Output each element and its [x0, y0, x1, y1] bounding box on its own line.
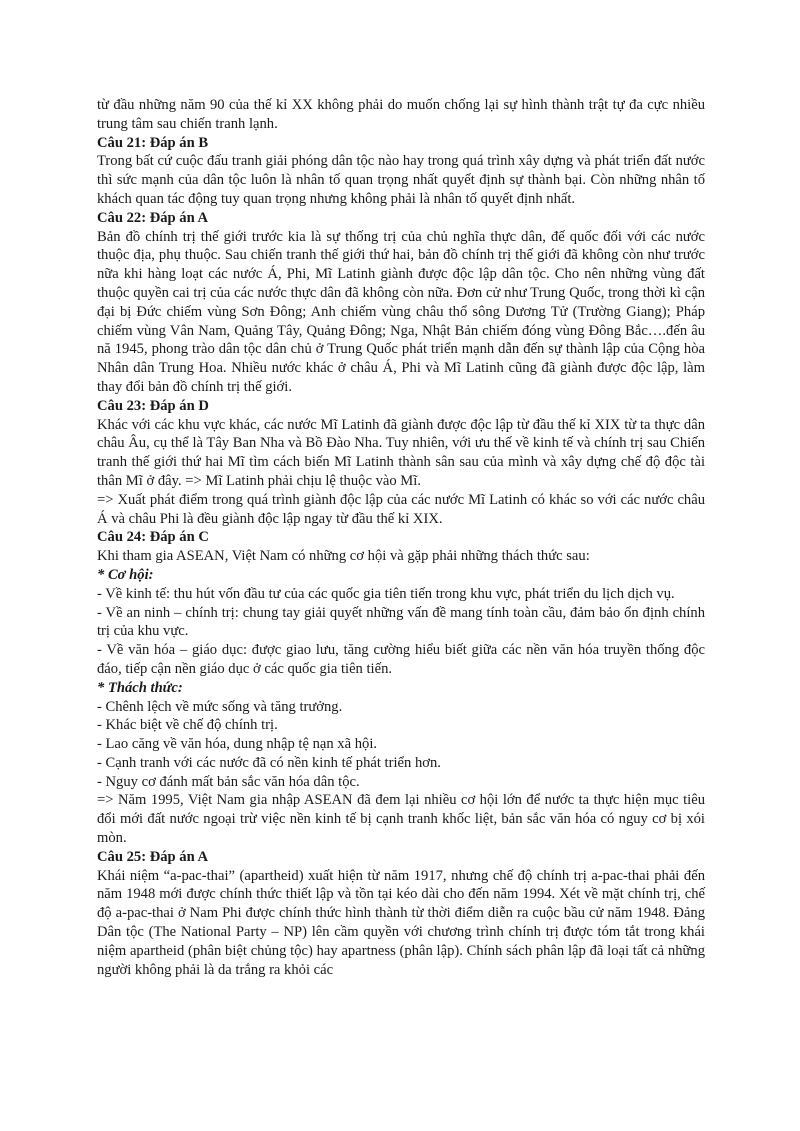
list-item: - Về an ninh – chính trị: chung tay giải quyết những vấn đề mang tính toàn cầu, đảm bảo ổn định chính trị của khu vực. — [97, 604, 705, 640]
paragraph: => Xuất phát điểm trong quá trình giành độc lập của các nước Mĩ Latinh có khác so với các nước châu Á và châu Phi là đều giành độc lập ngay từ đầu thế kỉ XIX. — [97, 491, 705, 527]
list-item: - Nguy cơ đánh mất bản sắc văn hóa dân tộc. — [97, 773, 360, 790]
list-item: - Về văn hóa – giáo dục: được giao lưu, tăng cường hiểu biết giữa các nền văn hóa truyền thống độc đáo, tiếp cận nền giáo dục ở các quốc gia tiên tiến. — [97, 642, 705, 677]
document-page — [97, 96, 705, 979]
question-heading: Câu 25: Đáp án A — [97, 848, 209, 865]
paragraph: Bản đồ chính trị thế giới trước kia là sự thống trị của chủ nghĩa thực dân, đế quốc đối với các nước thuộc địa, phụ thuộc. Sau chiến tranh thế giới thứ hai, bản đồ chính trị thế giới đã không còn như trước nữa khi hàng loạt các nước Á, Phi, Mĩ Latinh giành được độc lập dân tộc. Cho nên những vùng đất thuộc quyền cai trị của các nước thực dân đã không còn nữa. Đơn cử như Trung Quốc, trong thời kì cận đại bị Đức chiếm vùng Sơn Đông; Anh chiếm vùng châu thổ sông Dương Tử (Trường Giang); Pháp chiếm vùng Vân Nam, Quảng Tây, Quảng Đông; Nga, Nhật Bản chiếm đóng vùng Đông Bắc….đến âu nă 1945, phong trào dân tộc dân chủ ở Trung Quốc phát triển mạnh dẫn đến sự thành lập của Cộng hòa Nhân dân Trung Hoa. Nhiều nước khác ở châu Á, Phi và Mĩ Latinh cũng đã giành được độc lập, làm thay đổi bản đồ chính trị thế giới. — [97, 228, 705, 395]
question-heading: Câu 21: Đáp án B — [97, 134, 209, 151]
paragraph: từ đầu những năm 90 của thế kỉ XX không phải do muốn chống lại sự hình thành trật tự đa cực nhiều trung tâm sau chiến tranh lạnh. — [97, 97, 705, 132]
paragraph: Khác với các khu vực khác, các nước Mĩ Latinh đã giành được độc lập từ đầu thế kỉ XIX từ ta thực dân châu Âu, cụ thể là Tây Ban Nha và Bồ Đào Nha. Tuy nhiên, với ưu thế về kinh tế và chính trị sau Chiến tranh thế giới thứ hai Mĩ tìm cách biến Mĩ Latinh thành sân sau của mình và xây dựng chế độ độc tài thân Mĩ ở đây. => Mĩ Latinh phải chịu lệ thuộc vào Mĩ. — [97, 416, 705, 489]
paragraph: Trong bất cứ cuộc đấu tranh giải phóng dân tộc nào hay trong quá trình xây dựng và phát triển đất nước thì sức mạnh của dân tộc luôn là nhân tố quan trọng nhất quyết định sự thành bại. Còn những nhân tố khách quan tác động tuy quan trọng nhưng không phải là nhân tố quyết định nhất. — [97, 153, 705, 207]
list-item: - Cạnh tranh với các nước đã có nền kinh tế phát triển hơn. — [97, 754, 441, 771]
section-subheading: * Thách thức: — [97, 679, 183, 696]
paragraph: => Năm 1995, Việt Nam gia nhập ASEAN đã đem lại nhiều cơ hội lớn để nước ta thực hiện mục tiêu đổi mới đất nước ngoại trừ việc nền kinh tế bị cạnh tranh khốc liệt, bản sắc văn hóa có nguy cơ bị xói mòn. — [97, 792, 705, 847]
question-heading: Câu 24: Đáp án C — [97, 529, 209, 546]
list-item: - Khác biệt về chế độ chính trị. — [97, 717, 278, 734]
list-item: - Lao căng về văn hóa, dung nhập tệ nạn xã hội. — [97, 736, 378, 753]
question-heading: Câu 22: Đáp án A — [97, 209, 209, 226]
list-item: - Chênh lệch về mức sống và tăng trưởng. — [97, 698, 343, 715]
section-subheading: * Cơ hội: — [97, 566, 154, 583]
question-heading: Câu 23: Đáp án D — [97, 397, 209, 414]
paragraph: Khái niệm “a-pac-thai” (apartheid) xuất hiện từ năm 1917, nhưng chế độ chính trị a-pac-thai phải đến năm 1948 mới được chính thức thiết lập và tồn tại kéo dài cho đến năm 1994. Xét về mặt chính trị, chế độ a-pac-thai ở Nam Phi được chính thức hình thành từ thời điểm diễn ra cuộc bầu cử năm 1948. Đảng Dân tộc (The National Party – NP) lên cầm quyền với chương trình chính trị được tóm tắt trong khái niệm apartheid (phân biệt chủng tộc) hay apartness (phân lập). Chính sách phân lập đã loại tất cả những người không phải là da trắng ra khỏi các — [97, 867, 705, 978]
list-item: - Về kinh tế: thu hút vốn đầu tư của các quốc gia tiên tiến trong khu vực, phát triển du lịch dịch vụ. — [97, 585, 675, 602]
paragraph: Khi tham gia ASEAN, Việt Nam có những cơ hội và gặp phải những thách thức sau: — [97, 548, 590, 565]
